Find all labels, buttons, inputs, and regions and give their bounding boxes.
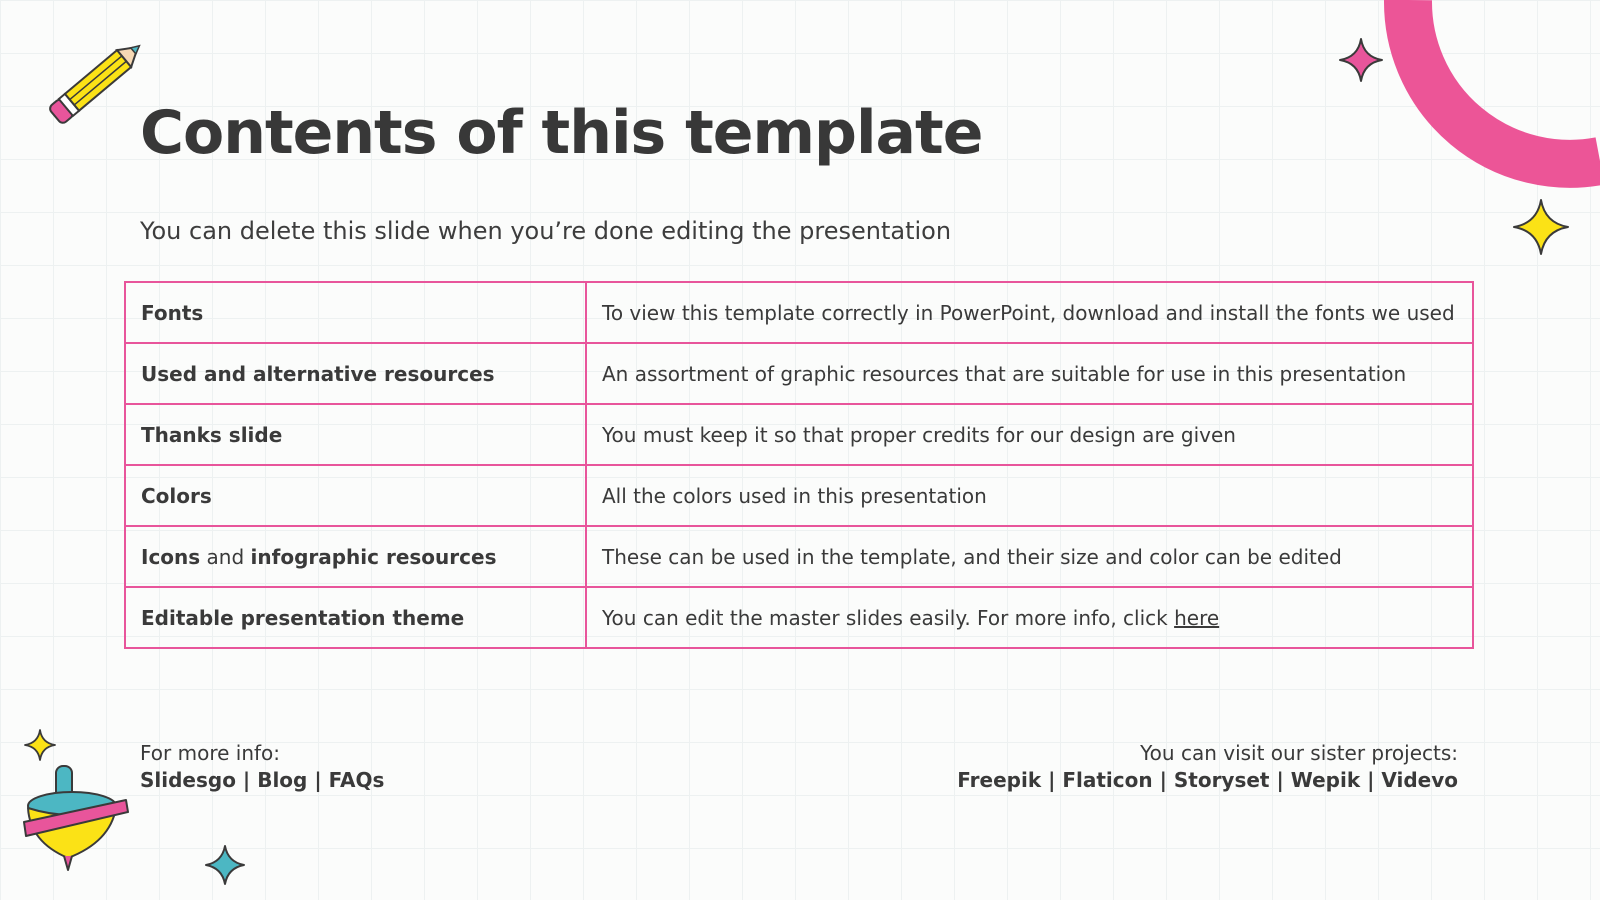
footer-sister-projects-heading: You can visit our sister projects: — [1140, 741, 1458, 765]
table-row-label-part: Fonts — [141, 300, 204, 325]
table-row-description-text: To view this template correctly in PowerPoint, download and install the fonts we used — [602, 300, 1455, 325]
table-row-label — [125, 587, 586, 648]
footer-link-blog[interactable]: Blog — [257, 768, 308, 792]
table-row-description-text: All the colors used in this presentation — [602, 483, 987, 508]
footer-link-separator: | — [1360, 768, 1382, 792]
footer-link-faqs[interactable]: FAQs — [328, 768, 385, 792]
table-row-label — [125, 465, 586, 526]
table-row-label-part: Icons — [141, 544, 201, 569]
contents-table — [124, 281, 1474, 649]
footer-sister-projects — [957, 740, 1458, 794]
footer-link-separator: | — [235, 768, 258, 792]
table-row-label-part: Colors — [141, 483, 212, 508]
footer-link-wepik[interactable]: Wepik — [1290, 768, 1361, 792]
table-row-label — [125, 526, 586, 587]
table-row-description-text: These can be used in the template, and their size and color can be edited — [602, 544, 1342, 569]
page-title: Contents of this template — [140, 98, 983, 168]
table-row-label — [125, 343, 586, 404]
small-yellow-sparkle-icon — [24, 729, 56, 761]
footer-link-separator: | — [307, 768, 329, 792]
table-row-description — [586, 282, 1473, 343]
table-row-label-part: infographic resources — [250, 544, 497, 569]
footer-link-videvo[interactable]: Videvo — [1381, 768, 1458, 792]
footer-link-separator: | — [1269, 768, 1291, 792]
table-row-description-text: You must keep it so that proper credits for our design are given — [602, 422, 1236, 447]
table-row — [125, 587, 1473, 648]
yellow-sparkle-icon — [1512, 198, 1570, 256]
footer-more-info — [140, 740, 384, 794]
page-subtitle: You can delete this slide when you’re done editing the presentation — [140, 217, 952, 245]
spinning-top-icon — [16, 762, 136, 880]
table-row-description — [586, 343, 1473, 404]
footer-link-flaticon[interactable]: Flaticon — [1062, 768, 1153, 792]
contents-table-body — [125, 282, 1473, 648]
footer-link-storyset[interactable]: Storyset — [1173, 768, 1270, 792]
table-row-description — [586, 465, 1473, 526]
pink-sparkle-icon — [1338, 37, 1384, 83]
footer-link-separator: | — [1152, 768, 1174, 792]
footer-link-separator: | — [1041, 768, 1063, 792]
table-row-label — [125, 282, 586, 343]
table-row-description — [586, 587, 1473, 648]
table-row-label-part: Used and alternative resources — [141, 361, 495, 386]
table-row — [125, 343, 1473, 404]
here-link[interactable]: here — [1174, 605, 1220, 630]
footer-more-info-heading: For more info: — [140, 741, 281, 765]
table-row-description-text: You can edit the master slides easily. For more info, click — [602, 605, 1175, 630]
table-row-description-text: An assortment of graphic resources that are suitable for use in this presentation — [602, 361, 1407, 386]
footer-link-slidesgo[interactable]: Slidesgo — [140, 768, 236, 792]
table-row-label — [125, 404, 586, 465]
footer-more-info-links — [140, 767, 384, 794]
footer-link-freepik[interactable]: Freepik — [957, 768, 1042, 792]
teal-sparkle-icon — [204, 844, 246, 886]
table-row-label-part: and — [200, 544, 251, 569]
table-row — [125, 526, 1473, 587]
table-row-description — [586, 404, 1473, 465]
table-row — [125, 282, 1473, 343]
table-row — [125, 404, 1473, 465]
table-row-label-part: Thanks slide — [141, 422, 283, 447]
table-row — [125, 465, 1473, 526]
table-row-label-part: Editable presentation theme — [141, 605, 465, 630]
table-row-description — [586, 526, 1473, 587]
pink-arc-shape — [1380, 0, 1600, 190]
footer-sister-projects-links — [957, 767, 1458, 794]
